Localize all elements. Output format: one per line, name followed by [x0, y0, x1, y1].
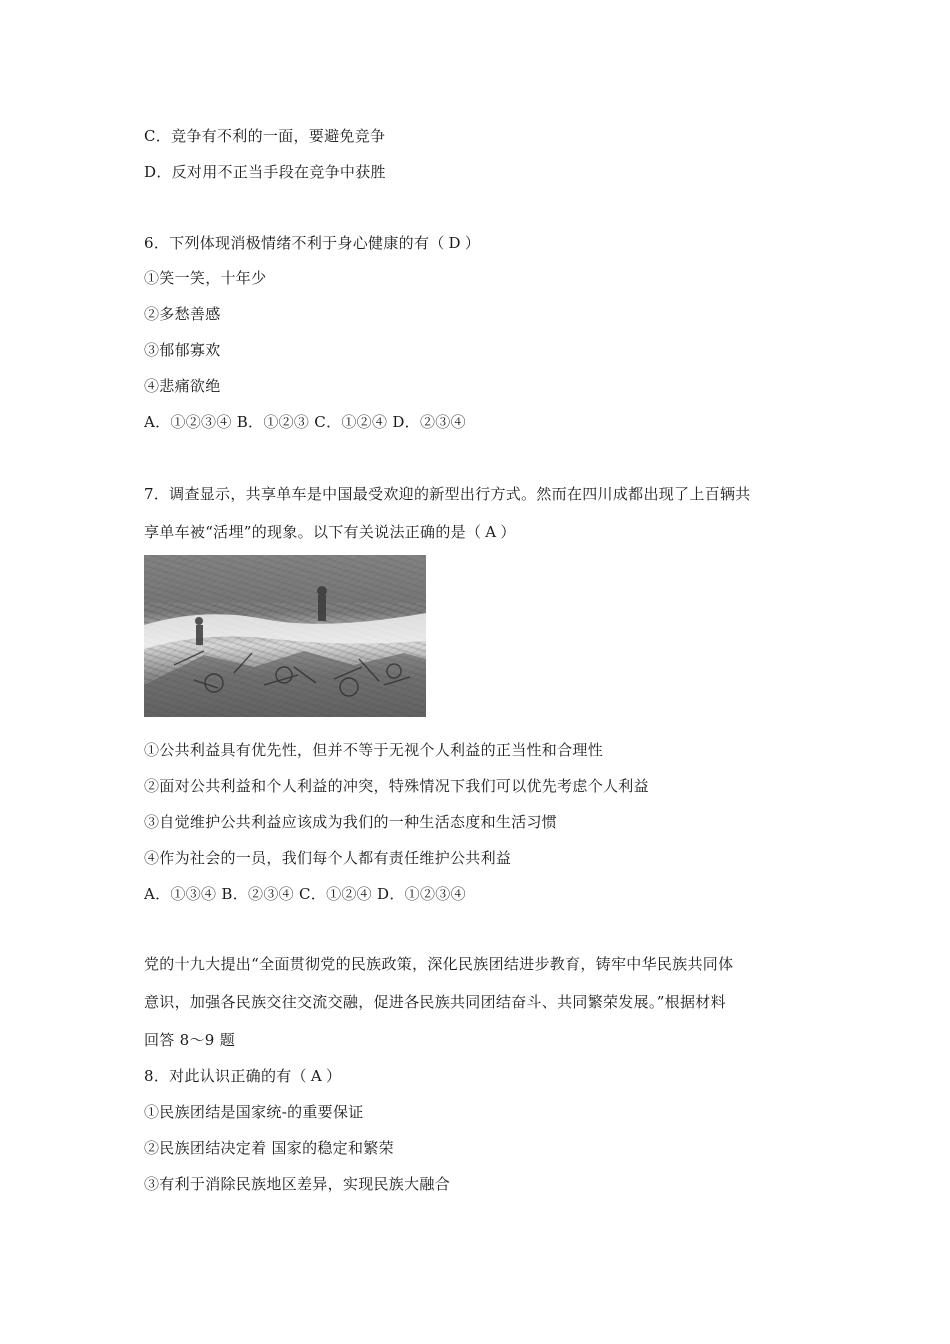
q7-stem-line1: 7．调查显示，共享单车是中国最受欢迎的新型出行方式。然而在四川成都出现了上百辆共 — [144, 485, 751, 503]
q6-item-3: ③郁郁寡欢 — [144, 341, 221, 359]
q8-item-1: ①民族团结是国家统-的重要保证 — [144, 1103, 364, 1121]
q7-choices: A．①③④ B．②③④ C．①②④ D．①②③④ — [144, 885, 466, 903]
q6-item-2: ②多愁善感 — [144, 305, 221, 323]
q6-stem — [144, 232, 480, 254]
material-line2: 意识，加强各民族交往交流交融，促进各民族共同团结奋斗、共同繁荣发展。”根据材料 — [144, 993, 726, 1011]
q8-item-3: ③有利于消除民族地区差异，实现民族大融合 — [144, 1175, 451, 1193]
q7-item-4: ④作为社会的一员，我们每个人都有责任维护公共利益 — [144, 849, 512, 867]
q8-stem — [144, 1065, 341, 1087]
q8-answer: A — [310, 1067, 322, 1085]
q7-stem-line2 — [144, 521, 516, 543]
q6-item-1: ①笑一笑，十年少 — [144, 269, 267, 287]
q6-item-4: ④悲痛欲绝 — [144, 377, 221, 395]
q7-stem-text: 享单车被“活埋”的现象。以下有关说法正确的是（ — [144, 523, 482, 541]
q7-stem-close: ） — [500, 523, 516, 541]
buried-bikes-photo — [144, 555, 426, 717]
q6-stem-text: 6．下列体现消极情绪不利于身心健康的有（ — [144, 234, 445, 252]
q7-item-1: ①公共利益具有优先性，但并不等于无视个人利益的正当性和合理性 — [144, 741, 604, 759]
q6-answer: D — [448, 234, 461, 252]
q7-item-3: ③自觉维护公共利益应该成为我们的一种生活态度和生活习惯 — [144, 813, 558, 831]
material-line1: 党的十九大提出“全面贯彻党的民族政策，深化民族团结进步教育，铸牢中华民族共同体 — [144, 955, 734, 973]
photo-sketch — [144, 555, 426, 717]
q7-answer: A — [485, 523, 497, 541]
q5-option-d: D．反对用不正当手段在竞争中获胜 — [144, 163, 386, 181]
q5-option-c: C．竞争有不利的一面，要避免竞争 — [144, 127, 386, 145]
q8-stem-close: ） — [326, 1067, 342, 1085]
q6-choices: A．①②③④ B．①②③ C．①②④ D．②③④ — [144, 413, 466, 431]
q6-stem-close: ） — [464, 234, 481, 252]
q8-stem-text: 8．对此认识正确的有（ — [144, 1067, 307, 1085]
q8-item-2: ②民族团结决定着 国家的稳定和繁荣 — [144, 1139, 394, 1157]
q7-item-2: ②面对公共利益和个人利益的冲突，特殊情况下我们可以优先考虑个人利益 — [144, 777, 649, 795]
material-line3: 回答 8～9 题 — [144, 1031, 236, 1049]
